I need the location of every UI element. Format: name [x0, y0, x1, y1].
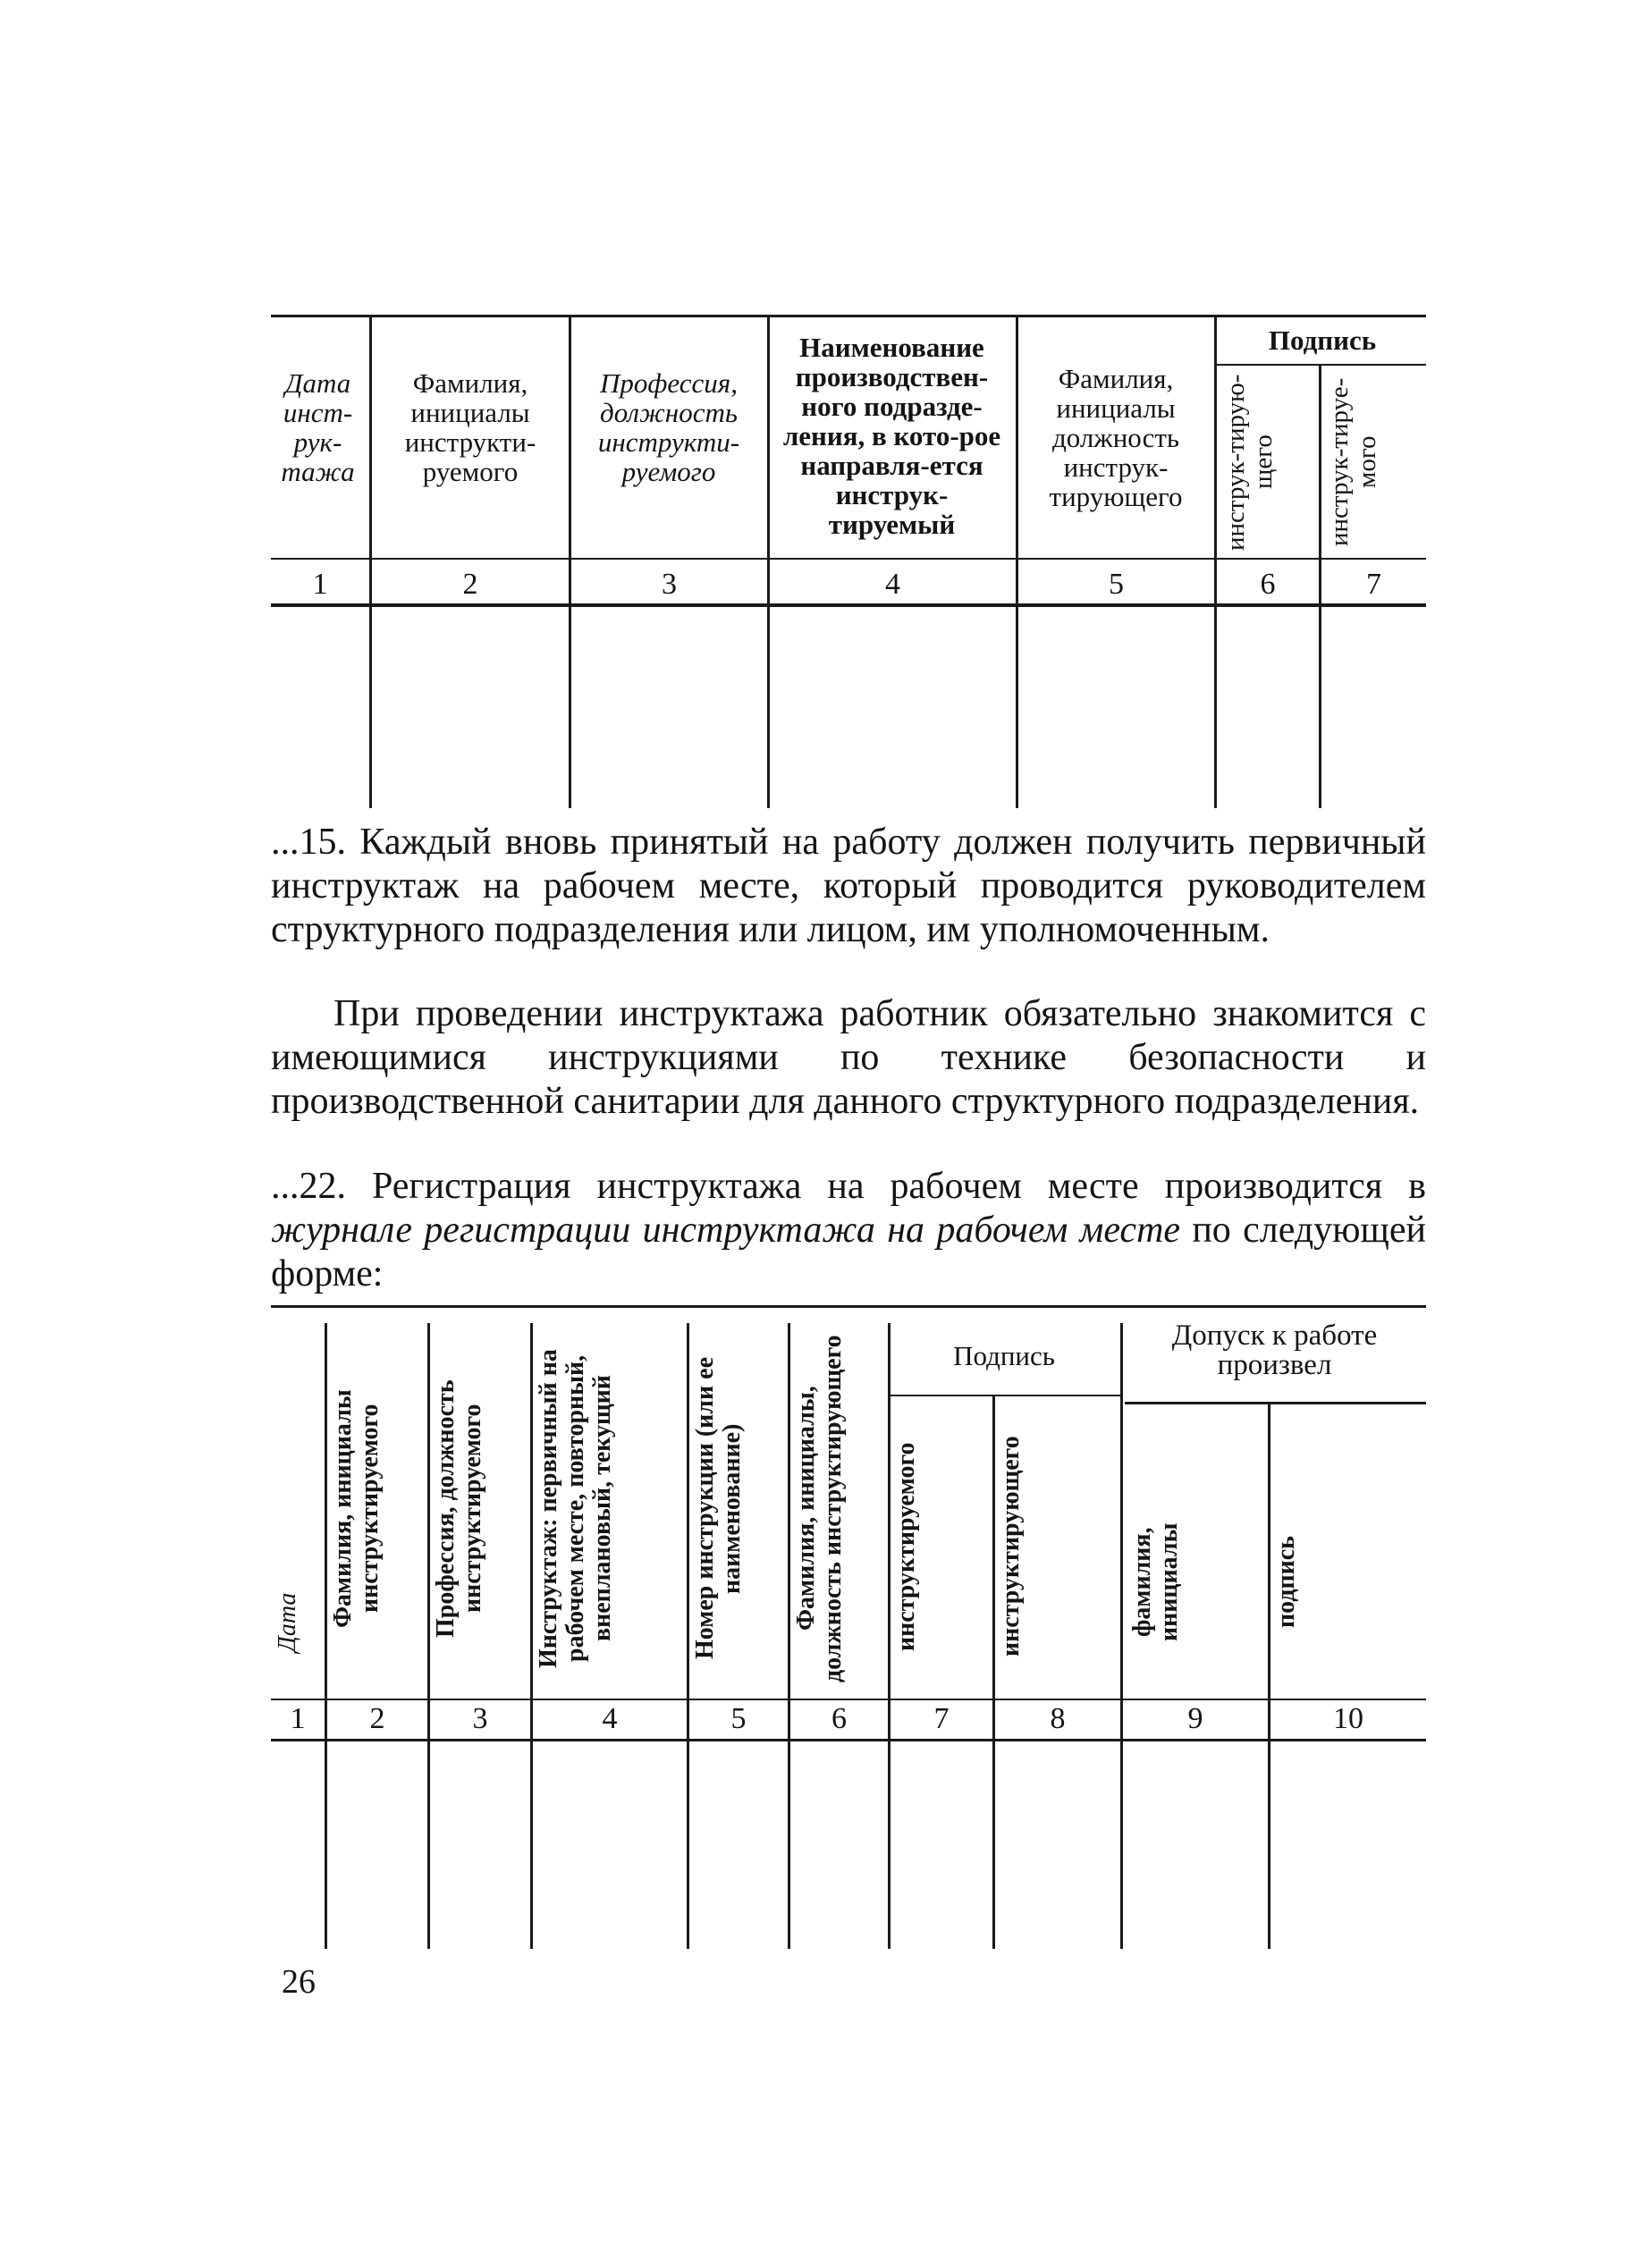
t1-header-department: Наименование производствен-ного подразде-ления, в кото-рое направля-ется инструк-тируемый — [782, 332, 1001, 540]
t1-col-number: 2 — [462, 568, 478, 601]
t1-header-date: Дата инст-рук-тажа — [281, 367, 355, 487]
paragraph-22-journal-name: журнале регистрации инструктажа на рабочем месте — [271, 1210, 1181, 1251]
t2-header-sign-instructee: инструктируемого — [892, 1442, 920, 1651]
t1-header-signature: Подпись — [1268, 325, 1377, 356]
t2-col-number: 4 — [602, 1702, 618, 1735]
page-number: 26 — [282, 1963, 316, 2001]
t1-col-number: 1 — [312, 568, 328, 601]
t2-header-instructee-profession: Профессия, должность инструктируемого — [432, 1379, 486, 1638]
paragraph-22 — [271, 1165, 1426, 1296]
t2-col-number: 5 — [730, 1702, 747, 1735]
t1-col-number: 4 — [885, 568, 900, 601]
t1-col-number: 6 — [1260, 568, 1276, 601]
t2-col-number: 1 — [290, 1702, 306, 1735]
journal-table-1 — [271, 315, 1426, 808]
t2-col-number: 10 — [1333, 1702, 1363, 1735]
t2-header-date: Дата — [274, 1592, 301, 1653]
paragraph-22-lead: ...22. Регистрация инструктажа на рабочем месте производится в — [271, 1166, 1426, 1207]
t2-header-signature: Подпись — [953, 1340, 1055, 1371]
paragraph-15-text: ...15. Каждый вновь принятый на работу должен получить первичный инструктаж на рабочем месте, который проводится руководителем структурного подразделения или лицом, им уполномоченным. — [271, 822, 1426, 950]
t1-header-instructee-profession: Профессия, должность инструкти-руемого — [597, 367, 740, 487]
t1-header-instructee-name: Фамилия, инициалы инструкти-руемого — [404, 367, 536, 487]
t2-header-admitter-name: фамилия, инициалы — [1128, 1522, 1183, 1642]
paragraph-22-tail: по следующей форме: — [271, 1210, 1426, 1294]
t2-col-number: 3 — [472, 1702, 488, 1735]
t2-col-number: 8 — [1050, 1702, 1066, 1735]
t1-header-sign-instructor: инструк-тирую-щего — [1221, 374, 1278, 551]
t1-header-sign-instructee: инструк-тируе-мого — [1325, 377, 1381, 547]
t2-header-instruction-number: Номер инструкции (или ее наименование) — [691, 1357, 746, 1660]
journal-table-2 — [271, 1305, 1426, 1949]
paragraph-instruction-note — [271, 992, 1426, 1124]
t2-header-admitter-signature: подпись — [1272, 1536, 1300, 1629]
t2-col-number: 2 — [369, 1702, 385, 1735]
t2-header-admission: Допуск к работе произвел — [1171, 1319, 1378, 1381]
paragraph-instruction-note-text: При проведении инструктажа работник обязательно знакомится с имеющимися инструкциями по технике безопасности и производственной санитарии для данного структурного подразделения. — [271, 993, 1426, 1122]
t2-header-instructor: Фамилия, инициалы, должность инструктирующего — [792, 1335, 847, 1682]
t1-header-instructor: Фамилия, инициалы должность инструк-тирующего — [1049, 363, 1183, 512]
t2-header-instructee-name: Фамилия, инициалы инструктируемого — [329, 1389, 384, 1628]
t1-col-number: 7 — [1366, 568, 1381, 601]
t1-col-number: 5 — [1109, 568, 1124, 601]
t2-header-sign-instructor: инструктирующего — [997, 1436, 1025, 1657]
t2-col-number: 9 — [1187, 1702, 1203, 1735]
t2-col-number: 6 — [831, 1702, 847, 1735]
t1-col-number: 3 — [662, 568, 677, 601]
t2-col-number: 7 — [933, 1702, 950, 1735]
t2-header-instruction-type: Инструктаж: первичный на рабочем месте, повторный, внеплановый, текущий — [535, 1349, 616, 1668]
paragraph-15 — [271, 821, 1426, 952]
